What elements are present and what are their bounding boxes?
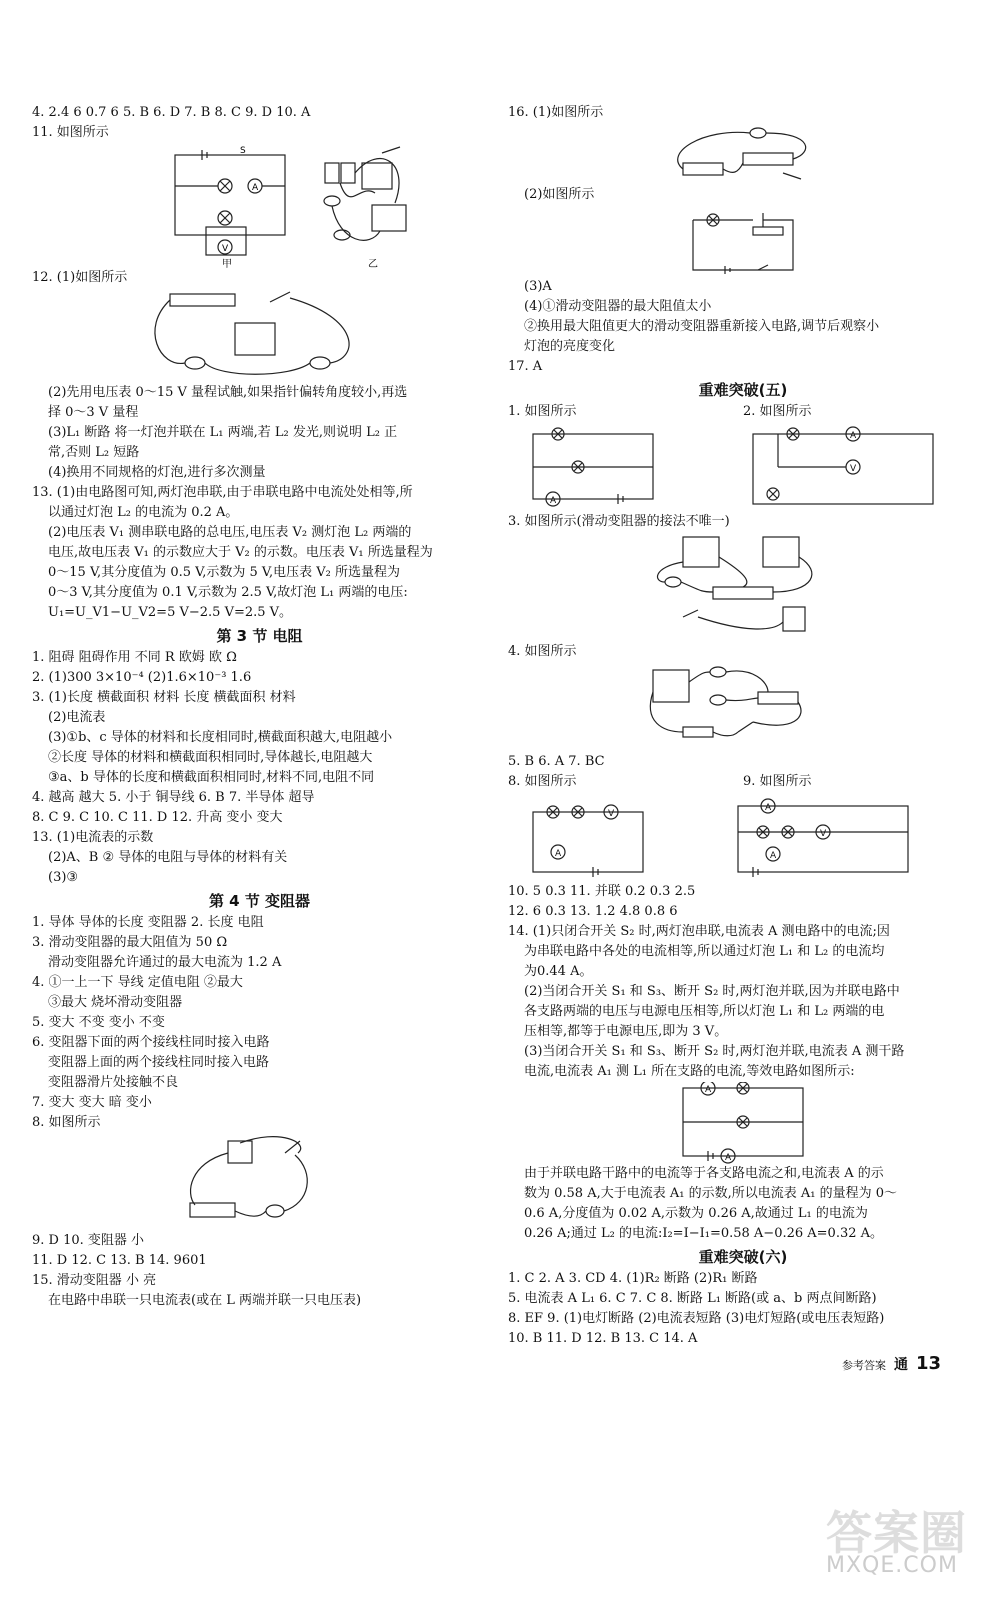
- answer-line: 0.26 A;通过 L₂ 的电流:I₂=I−I₁=0.58 A−0.26 A=0.32 A。: [524, 1226, 884, 1241]
- answer-line: 10. 5 0.3 11. 并联 0.2 0.3 2.5: [508, 884, 696, 899]
- footer-mark: 通: [894, 1357, 908, 1373]
- answer-line: 1. C 2. A 3. CD 4. (1)R₂ 断路 (2)R₁ 断路: [508, 1271, 758, 1286]
- section-heading-3: 第 3 节 电阻: [216, 627, 303, 645]
- figure-z5-8-9-circuits: [523, 792, 963, 882]
- right-column: [508, 103, 978, 1349]
- answer-line: (2)如图所示: [524, 187, 595, 202]
- svg-text:A: A: [765, 803, 772, 813]
- answer-line: 4. 2.4 6 0.7 6 5. B 6. D 7. B 8. C 9. D 10. A: [32, 105, 311, 120]
- watermark: [826, 1506, 967, 1578]
- answer-line: 0～15 V,其分度值为 0.5 V,示数为 5 V,电压表 V₂ 所选量程为: [48, 565, 401, 580]
- answer-line: 8. 如图所示: [508, 774, 577, 789]
- answer-row: [508, 402, 978, 422]
- answer-line: 10. B 11. D 12. B 13. C 14. A: [508, 1331, 698, 1346]
- left-column: [32, 103, 487, 1311]
- answer-line: 以通过灯泡 L₂ 的电流为 0.2 A。: [48, 505, 239, 520]
- svg-text:V: V: [820, 829, 827, 839]
- answer-line: (3)A: [524, 279, 552, 294]
- figure-16-1-circuit: [663, 123, 823, 185]
- answer-line: 变阻器上面的两个接线柱同时接入电路: [48, 1055, 270, 1070]
- answer-line: 7. 变大 变大 暗 变小: [32, 1095, 152, 1110]
- answer-line: 滑动变阻器允许通过的最大电流为 1.2 A: [48, 955, 282, 970]
- figure-z5-1-2-circuits: [523, 422, 963, 512]
- answer-line: 1. 导体 导体的长度 变阻器 2. 长度 电阻: [32, 915, 264, 930]
- answer-line: 3. 如图所示(滑动变阻器的接法不唯一): [508, 514, 730, 529]
- answer-line: 各支路两端的电压与电源电压相等,所以灯泡 L₁ 和 L₂ 两端的电: [524, 1004, 885, 1019]
- answer-line: 灯泡的亮度变化: [524, 339, 616, 354]
- answer-line: (3)L₁ 断路 将一灯泡并联在 L₁ 两端,若 L₂ 发光,则说明 L₂ 正: [48, 425, 398, 440]
- answer-line: 2. 如图所示: [743, 404, 812, 419]
- footer-label: 参考答案: [842, 1359, 886, 1372]
- svg-text:V: V: [221, 244, 228, 254]
- answer-line: 8. 如图所示: [32, 1115, 101, 1130]
- answer-line: (2)先用电压表 0～15 V 量程试触,如果指针偏转角度较小,再选: [48, 385, 408, 400]
- svg-text:A: A: [555, 849, 562, 859]
- answer-line: 5. B 6. A 7. BC: [508, 754, 605, 769]
- figure-z5-4-circuit: [643, 662, 843, 752]
- figure-z5-3-circuit: [643, 532, 843, 642]
- answer-line: 13. (1)由电路图可知,两灯泡串联,由于串联电路中电流处处相等,所: [32, 485, 413, 500]
- svg-text:A: A: [251, 183, 258, 193]
- answer-line: 数为 0.58 A,大于电流表 A₁ 的示数,所以电流表 A₁ 的量程为 0～: [524, 1186, 897, 1201]
- svg-text:V: V: [608, 809, 615, 819]
- answer-row: [508, 772, 978, 792]
- answer-line: 5. 电流表 A L₁ 6. C 7. C 8. 断路 L₁ 断路(或 a、b 两点间断路): [508, 1291, 877, 1306]
- answer-line: (4)①滑动变阻器的最大阻值太小: [524, 299, 712, 314]
- answer-line: (2)当闭合开关 S₁ 和 S₃、断开 S₂ 时,两灯泡并联,因为并联电路中: [524, 984, 900, 999]
- answer-line: 16. (1)如图所示: [508, 105, 604, 120]
- answer-line: (2)A、B ② 导体的电阻与导体的材料有关: [48, 850, 288, 865]
- svg-text:A: A: [725, 1153, 732, 1163]
- answer-line: 0.6 A,分度值为 0.02 A,示数为 0.26 A,故通过 L₁ 的电流为: [524, 1206, 868, 1221]
- answer-line: ②长度 导体的材料和横截面积相同时,导体越长,电阻越大: [48, 750, 373, 765]
- answer-line: 9. 如图所示: [743, 774, 812, 789]
- answer-line: 4. ①一上一下 导线 定值电阻 ②最大: [32, 975, 243, 990]
- section-heading-z6: 重难突破(六): [698, 1248, 788, 1266]
- figure-label-yi: 乙: [367, 259, 378, 268]
- page-footer: [842, 1354, 941, 1376]
- answer-line: 为0.44 A。: [524, 964, 593, 979]
- answer-line: (3)③: [48, 870, 79, 885]
- answer-line: 12. 6 0.3 13. 1.2 4.8 0.8 6: [508, 904, 678, 919]
- answer-line: 13. (1)电流表的示数: [32, 830, 154, 845]
- svg-text:A: A: [705, 1085, 712, 1095]
- answer-line: 3. (1)长度 横截面积 材料 长度 横截面积 材料: [32, 690, 296, 705]
- answer-line: 12. (1)如图所示: [32, 270, 128, 285]
- svg-text:A: A: [850, 431, 857, 441]
- svg-text:A: A: [550, 496, 557, 506]
- answer-line: (3)当闭合开关 S₁ 和 S₃、断开 S₂ 时,两灯泡并联,电流表 A 测干路: [524, 1044, 905, 1059]
- watermark-url: MXQE.COM: [826, 1553, 958, 1578]
- svg-text:V: V: [850, 464, 857, 474]
- svg-text:S: S: [239, 146, 246, 156]
- answer-line: 17. A: [508, 359, 543, 374]
- answer-line: 1. 阻碍 阻碍作用 不同 R 欧姆 欧 Ω: [32, 650, 237, 665]
- answer-line: 15. 滑动变阻器 小 亮: [32, 1273, 157, 1288]
- answer-line: ③a、b 导体的长度和横截面积相同时,材料不同,电阻不同: [48, 770, 375, 785]
- answer-line: U₁=U_V1−U_V2=5 V−2.5 V=2.5 V。: [48, 605, 293, 620]
- figure-4-8-circuit: [180, 1133, 340, 1231]
- answer-line: 8. EF 9. (1)电灯断路 (2)电流表短路 (3)电灯短路(或电压表短路): [508, 1311, 885, 1326]
- answer-line: 8. C 9. C 10. C 11. D 12. 升高 变小 变大: [32, 810, 283, 825]
- figure-12-circuit: [140, 288, 380, 383]
- answer-line: 在电路中串联一只电流表(或在 L 两端并联一只电压表): [48, 1293, 362, 1308]
- answer-line: 4. 如图所示: [508, 644, 577, 659]
- answer-line: 择 0～3 V 量程: [48, 405, 139, 420]
- answer-line: (3)①b、c 导体的材料和长度相同时,横截面积越大,电阻越小: [48, 730, 393, 745]
- answer-line: (2)电压表 V₁ 测串联电路的总电压,电压表 V₂ 测灯泡 L₂ 两端的: [48, 525, 412, 540]
- answer-line: 5. 变大 不变 变小 不变: [32, 1015, 165, 1030]
- answer-line: (4)换用不同规格的灯泡,进行多次测量: [48, 465, 266, 480]
- section-heading-4: 第 4 节 变阻器: [208, 892, 311, 910]
- figure-11-circuits: [110, 143, 410, 268]
- answer-line: 11. 如图所示: [32, 125, 109, 140]
- watermark-title: 答案圈: [826, 1506, 967, 1560]
- answer-line: 2. (1)300 3×10⁻⁴ (2)1.6×10⁻³ 1.6: [32, 670, 252, 685]
- figure-label-jia: 甲: [221, 259, 232, 268]
- figure-16-2-circuit: [663, 205, 823, 277]
- svg-text:A: A: [770, 851, 777, 861]
- page-number: 13: [916, 1353, 942, 1374]
- answer-line: 电流,电流表 A₁ 测 L₁ 所在支路的电流,等效电路如图所示:: [524, 1064, 855, 1079]
- answer-line: 变阻器滑片处接触不良: [48, 1075, 179, 1090]
- answer-line: 压相等,都等于电源电压,即为 3 V。: [524, 1024, 728, 1039]
- answer-line: 4. 越高 越大 5. 小于 铜导线 6. B 7. 半导体 超导: [32, 790, 315, 805]
- answer-line: 1. 如图所示: [508, 404, 577, 419]
- answer-line: 3. 滑动变阻器的最大阻值为 50 Ω: [32, 935, 228, 950]
- answer-line: 为串联电路中各处的电流相等,所以通过灯泡 L₁ 和 L₂ 的电流均: [524, 944, 885, 959]
- answer-line: 6. 变阻器下面的两个接线柱同时接入电路: [32, 1035, 270, 1050]
- answer-line: 14. (1)只闭合开关 S₂ 时,两灯泡串联,电流表 A 测电路中的电流;因: [508, 924, 890, 939]
- answer-line: 9. D 10. 变阻器 小: [32, 1233, 145, 1248]
- answer-line: 0～3 V,其分度值为 0.1 V,示数为 2.5 V,故灯泡 L₁ 两端的电压:: [48, 585, 408, 600]
- answer-line: 电压,故电压表 V₁ 的示数应大于 V₂ 的示数。电压表 V₁ 所选量程为: [48, 545, 433, 560]
- answer-line: 11. D 12. C 13. B 14. 9601: [32, 1253, 207, 1268]
- section-heading-z5: 重难突破(五): [698, 381, 788, 399]
- figure-z5-14-equivalent-circuit: [673, 1082, 813, 1164]
- answer-line: ③最大 烧坏滑动变阻器: [48, 995, 183, 1010]
- answer-line: (2)电流表: [48, 710, 106, 725]
- answer-line: 由于并联电路干路中的电流等于各支路电流之和,电流表 A 的示: [524, 1166, 884, 1181]
- answer-line: 常,否则 L₂ 短路: [48, 445, 140, 460]
- answer-line: ②换用最大阻值更大的滑动变阻器重新接入电路,调节后观察小: [524, 319, 880, 334]
